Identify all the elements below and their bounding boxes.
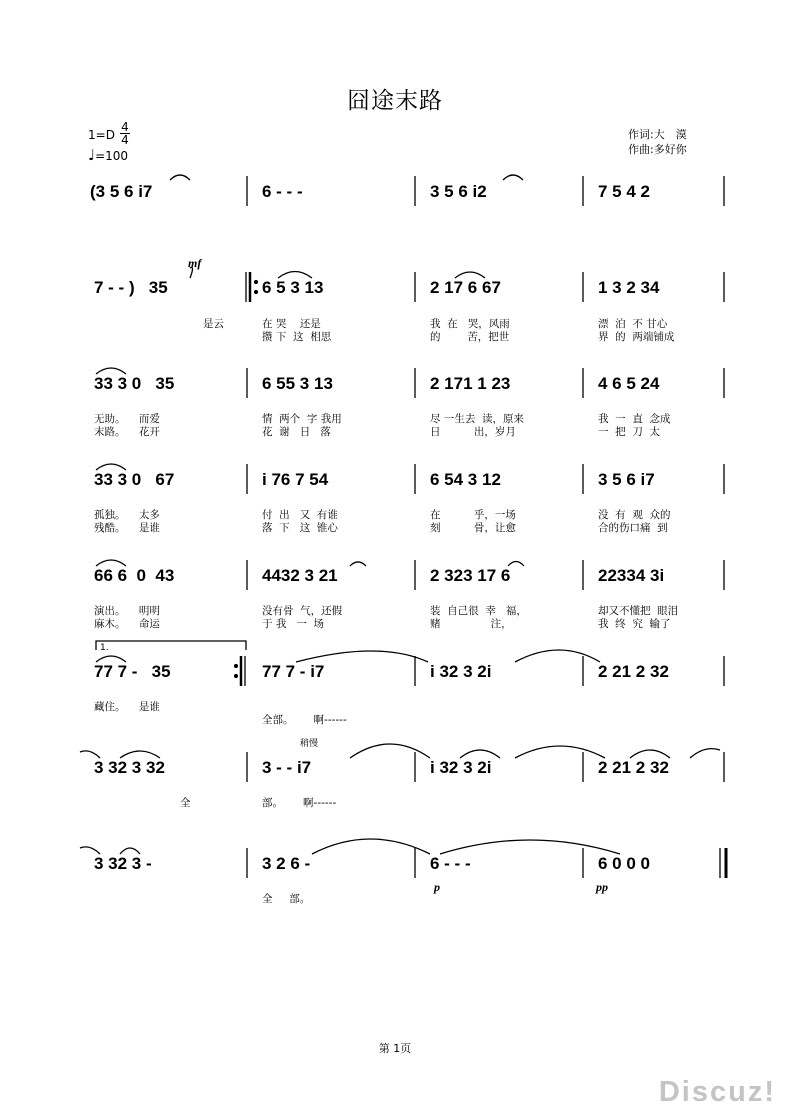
measure: 33 3 0 35 [94, 374, 175, 393]
measure: 7 - - ) 35 [94, 278, 168, 297]
measure: 22334 3i [598, 566, 665, 585]
measure: 77 7 - i7 [262, 662, 325, 681]
measure: 2 21 2 32 [598, 662, 669, 681]
lyric: 漂 泊 不 甘心 [598, 318, 668, 330]
lyric: 刻 骨，让愈 [430, 522, 516, 534]
lyric: 我 终 究 输了 [598, 618, 671, 630]
lyric: 赌 注， [430, 618, 512, 630]
watermark: Discuz! [658, 1076, 776, 1108]
measure: 3 2 6 - [262, 854, 311, 873]
lyric: 末路。 花开 [94, 426, 160, 438]
lyric: 合的伤口痛 到 [598, 522, 668, 534]
measure: (3 5 6 i7 [90, 182, 153, 201]
tempo-mark [88, 146, 128, 164]
measure: 33 3 0 67 [94, 470, 175, 489]
measure: 77 7 - 35 [94, 662, 171, 681]
tempo-annotation: 稍慢 [300, 739, 319, 749]
lyric: 孤独。 太多 [94, 509, 160, 521]
quarter-note-icon: ♩ [88, 146, 96, 164]
song-title: 囧途末路 [347, 88, 443, 114]
lyric: 却又不懂把 眼泪 [598, 605, 679, 617]
lyric: 部。 啊------ [262, 797, 337, 809]
measure: 66 6 0 43 [94, 566, 175, 585]
measure: 2 17 6 67 [430, 278, 501, 297]
lyric: 没有骨 气，还假 [262, 605, 343, 617]
lyric: 我 在 哭，风雨 [430, 318, 510, 330]
lyricist: 作词:大 漠 [628, 128, 687, 141]
measure: 3 32 3 32 [94, 758, 165, 777]
lyric: 在 哭 还是 [262, 318, 321, 330]
measure: 3 32 3 - [94, 854, 152, 873]
lyric: 于 我 一 场 [262, 618, 325, 630]
measure: 6 5 3 13 [262, 278, 324, 297]
dynamic-mark: p [434, 880, 440, 894]
lyric: 一 把 刀 太 [598, 426, 661, 438]
lyric: 全 部。 [262, 893, 311, 905]
lyric: 没 有 观 众的 [598, 509, 671, 521]
lyric: 界 的 两端铺成 [598, 331, 675, 343]
measure: 1 3 2 34 [598, 278, 660, 297]
measure: 6 - - - [262, 182, 303, 201]
time-signature [120, 121, 130, 146]
measure: 2 21 2 32 [598, 758, 669, 777]
time-top: 4 [121, 120, 129, 134]
dynamic-mark: pp [596, 880, 608, 894]
measure: 3 5 6 i7 [598, 470, 655, 489]
lyric: 攒 下 这 相思 [262, 331, 332, 343]
measure: 3 5 6 i2 [430, 182, 487, 201]
lyric: 装 自己很 幸 福， [430, 605, 527, 617]
lyric: 演出。 明明 [94, 605, 160, 617]
measure: 3 - - i7 [262, 758, 312, 777]
lyric: 无助。 而爱 [94, 413, 160, 425]
key-signature: 1=D [88, 128, 115, 142]
measure: i 76 7 54 [262, 470, 329, 489]
time-bottom: 4 [121, 133, 129, 147]
lyric: 情 两个 字 我用 [262, 413, 342, 425]
lyric: 落 下 这 锥心 [262, 522, 338, 534]
lyric: 我 一 直 念成 [598, 413, 671, 425]
composer: 作曲:多好你 [628, 143, 687, 156]
volta-label: 1. [100, 643, 109, 653]
lyric: 全 [180, 797, 191, 809]
lyric: 是云 [203, 318, 224, 330]
lyric: 尽 一生去 读，原来 [430, 413, 525, 425]
measure: i 32 3 2i [430, 758, 492, 777]
measure: 2 171 1 23 [430, 374, 511, 393]
lyric: 在 乎，一场 [430, 509, 516, 521]
page-number: 第 1页 [378, 1042, 412, 1055]
measure: 4 6 5 24 [598, 374, 660, 393]
measure: 6 54 3 12 [430, 470, 501, 489]
lyric: 花 谢 日 落 [262, 426, 331, 438]
measure: 6 - - - [430, 854, 471, 873]
measure: 7 5 4 2 [598, 182, 650, 201]
measure: 4432 3 21 [262, 566, 338, 585]
lyric: 麻木。 命运 [94, 618, 160, 630]
lyric: 日 出，岁月 [430, 426, 516, 438]
measure: 2 323 17 6 [430, 566, 511, 585]
lyric: 藏住。 是谁 [94, 701, 160, 713]
credits [628, 127, 687, 157]
measure: i 32 3 2i [430, 662, 492, 681]
lyric: 付 出 又 有谁 [262, 509, 338, 521]
dynamic-mark: mf [188, 256, 202, 270]
measure: 6 0 0 0 [598, 854, 650, 873]
lyric: 残酷。 是谁 [94, 522, 160, 534]
lyric: 全部。 啊------ [262, 714, 347, 726]
measure: 6 55 3 13 [262, 374, 333, 393]
tempo-value: =100 [95, 149, 129, 163]
lyric: 的 苦，把世 [430, 331, 510, 343]
